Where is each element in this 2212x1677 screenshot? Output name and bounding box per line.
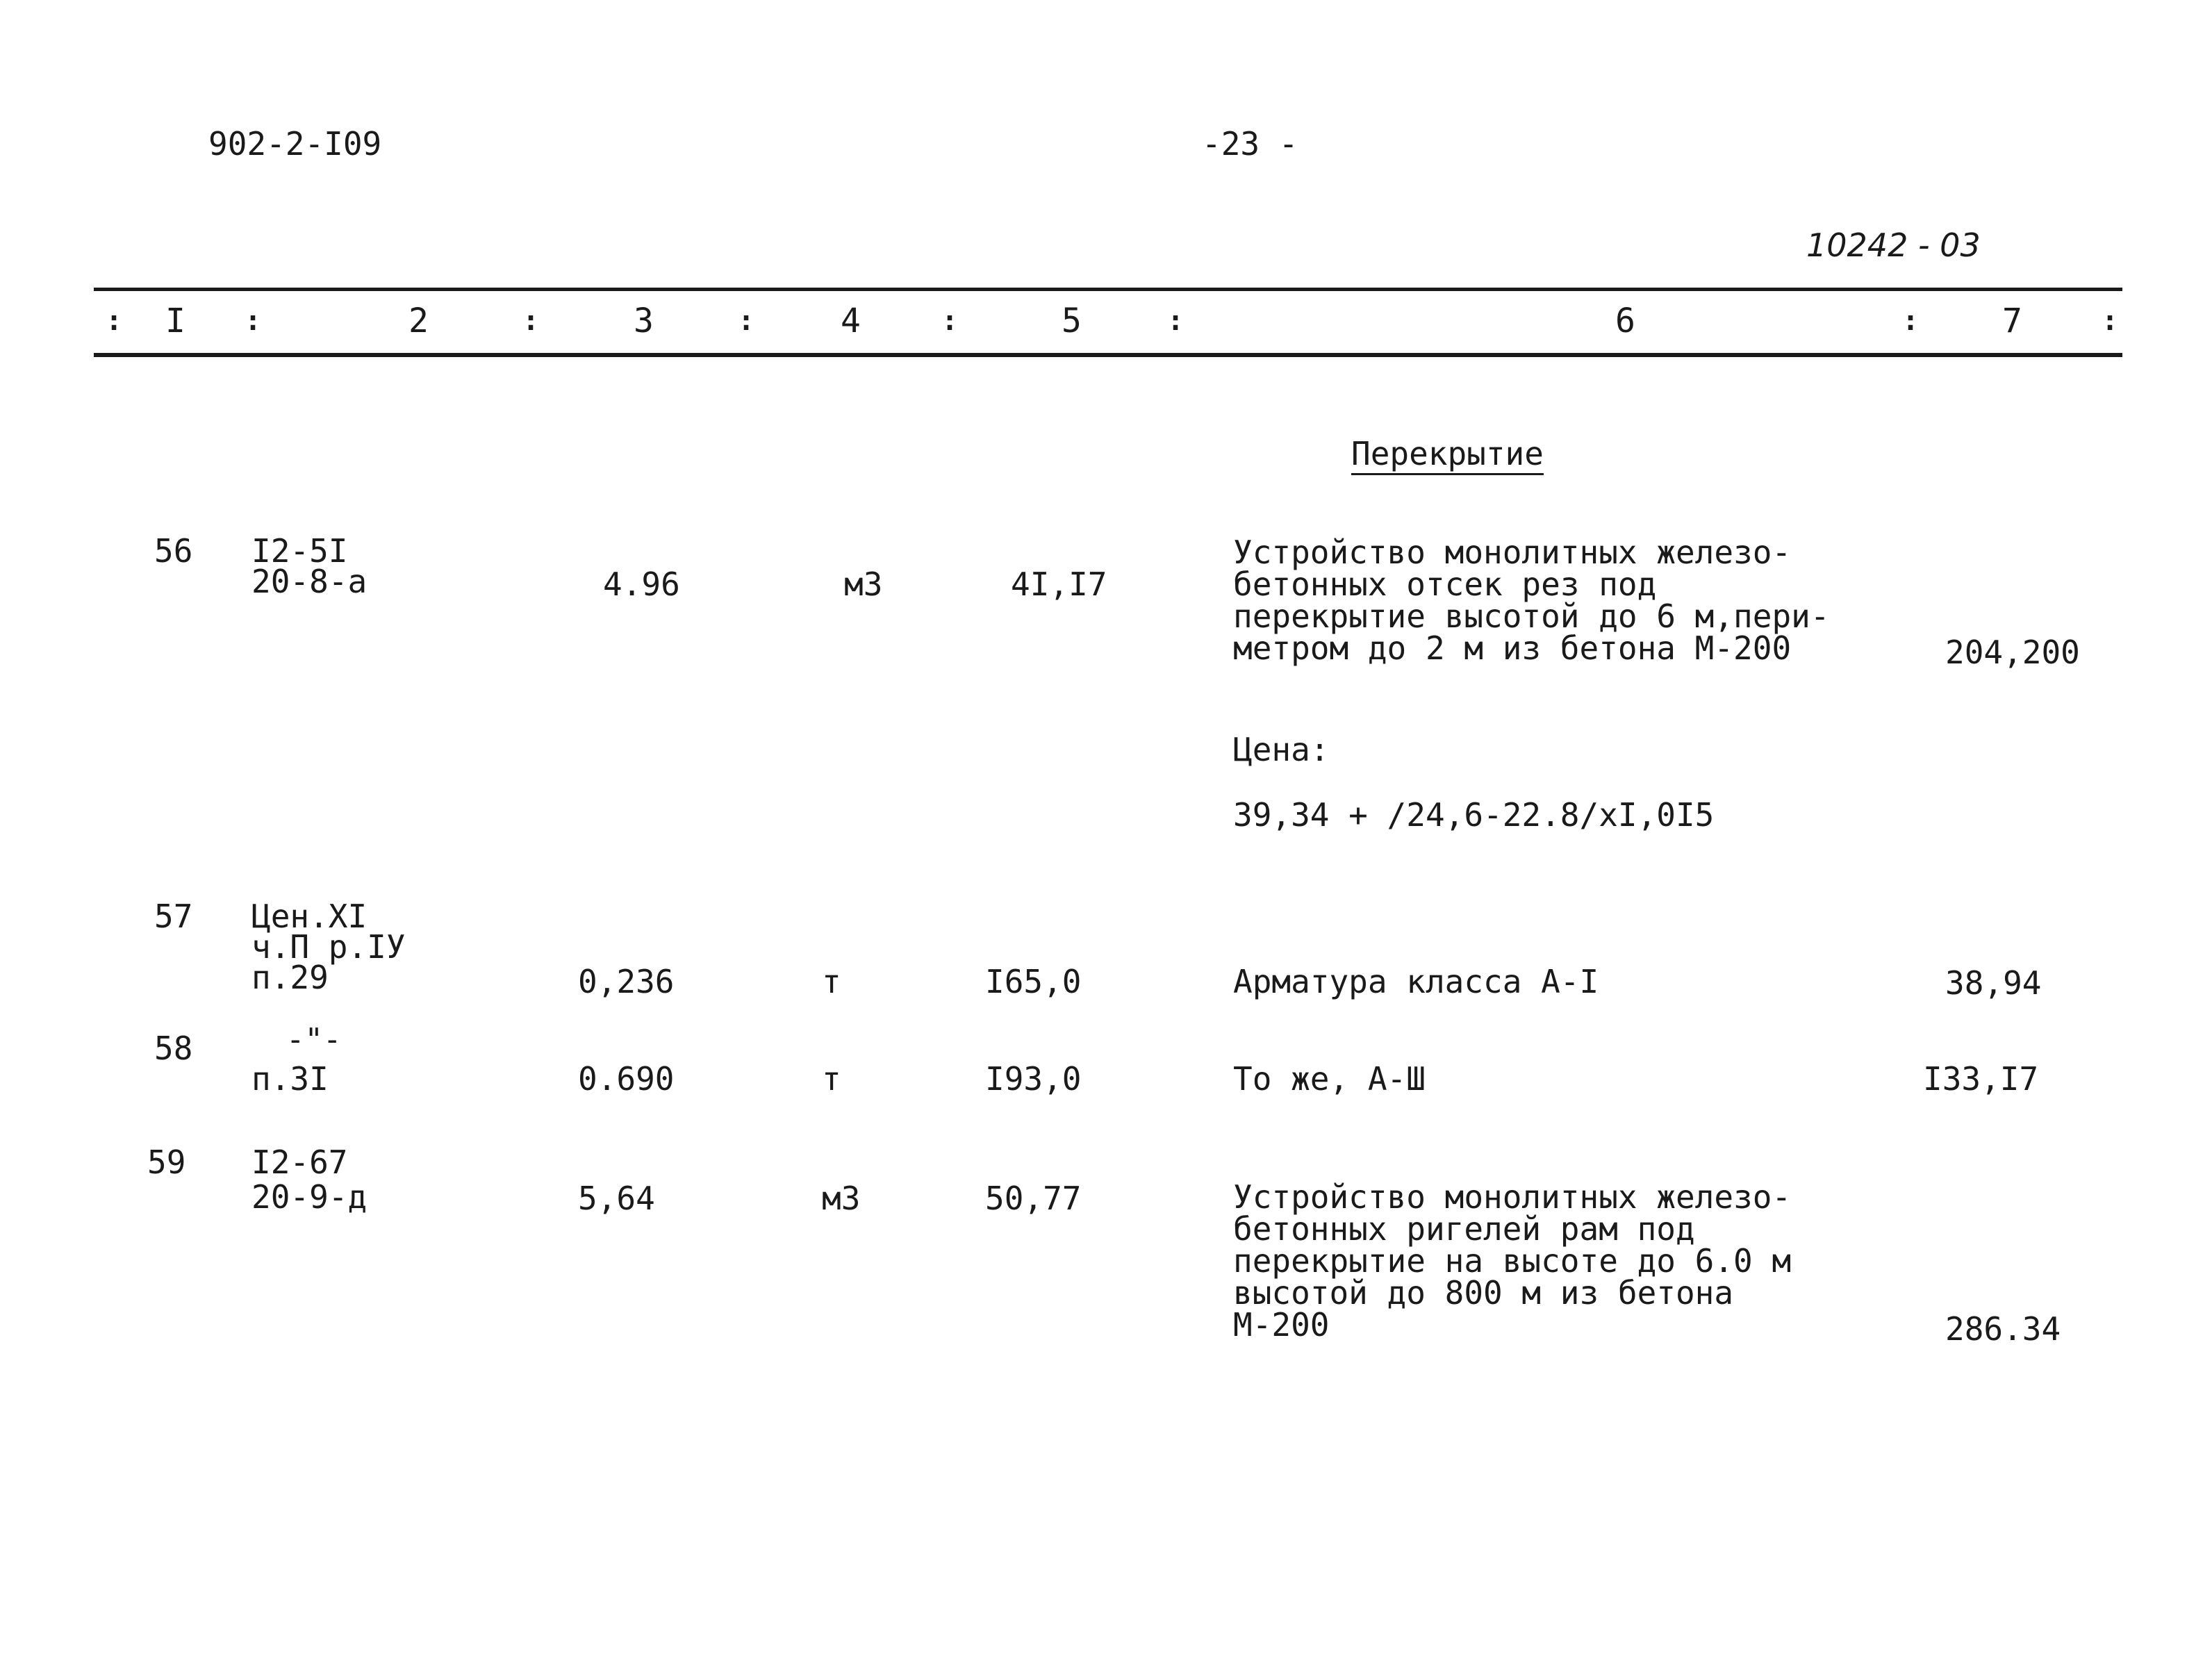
table-header-top-rule	[94, 288, 2122, 291]
row-unit: т	[822, 1060, 841, 1098]
row-total: 286.34	[1945, 1310, 2061, 1348]
column-separator: :	[1902, 305, 1920, 337]
row-total: 204,200	[1945, 634, 2080, 671]
row-code-line: I2-5I	[251, 532, 348, 570]
section-title: Перекрытие	[1351, 435, 1544, 472]
row-number: 58	[154, 1030, 193, 1067]
row-description: Арматура класса А-I	[1233, 963, 1599, 1000]
column-header-1: I	[165, 301, 185, 340]
column-separator: :	[522, 305, 540, 337]
row-code-line: 20-8-a	[251, 563, 368, 600]
row-code-line: п.3I	[251, 1060, 329, 1098]
row-description: Устройство монолитных железо- бетонных ригелей рам под перекрытие на высоте до 6.0 м высотой до 800 м из бетона М-200	[1233, 1178, 1792, 1344]
row-unit: м3	[822, 1180, 861, 1217]
column-header-2: 2	[408, 301, 429, 340]
column-header-6: 6	[1615, 301, 1635, 340]
column-header-4: 4	[841, 301, 861, 340]
row-quantity: 0.690	[578, 1060, 675, 1098]
column-separator: :	[941, 305, 959, 337]
row-total: 38,94	[1945, 964, 2042, 1002]
row-number: 56	[154, 532, 193, 570]
row-description: Устройство монолитных железо- бетонных отсек рез под перекрытие высотой до 6 м,пери- метром до 2 м из бетона М-200	[1233, 534, 1830, 667]
row-quantity: 0,236	[578, 963, 675, 1000]
row-unit: т	[822, 963, 841, 1000]
row-number: 57	[154, 898, 193, 935]
sheet-reference: 10242 - 03	[1806, 226, 1981, 264]
row-quantity: 5,64	[578, 1180, 655, 1217]
column-separator: :	[106, 305, 123, 337]
column-separator: :	[1167, 305, 1185, 337]
price-formula: 39,34 + /24,6-22.8/xI,0I5	[1233, 796, 1715, 834]
page-number: -23 -	[1202, 125, 1298, 163]
row-code-line: Цен.XI	[251, 898, 368, 935]
table-header-bottom-rule	[94, 353, 2122, 357]
row-code-line: 20-9-д	[251, 1178, 368, 1216]
row-code-line: п.29	[251, 959, 329, 996]
row-number: 59	[147, 1143, 186, 1181]
row-unit-price: 4I,I7	[1011, 565, 1107, 603]
row-unit-price: 50,77	[985, 1180, 1082, 1217]
column-header-7: 7	[2002, 301, 2022, 340]
column-header-5: 5	[1062, 301, 1082, 340]
row-description: То же, А-Ш	[1233, 1060, 1426, 1098]
row-code-line: I2-67	[251, 1143, 348, 1181]
row-quantity: 4.96	[603, 565, 680, 603]
row-code-line: ч.П р.IУ	[251, 928, 406, 966]
row-ditto-mark: -"-	[286, 1022, 342, 1057]
row-unit-price: I93,0	[985, 1060, 1082, 1098]
column-separator: :	[738, 305, 755, 337]
row-total: I33,I7	[1923, 1060, 2039, 1098]
row-unit-price: I65,0	[985, 963, 1082, 1000]
document-code: 902-2-I09	[208, 125, 382, 163]
row-unit: м3	[844, 565, 883, 603]
column-separator: :	[2102, 305, 2119, 337]
column-header-3: 3	[634, 301, 654, 340]
column-separator: :	[245, 305, 262, 337]
price-label: Цена:	[1233, 731, 1330, 768]
